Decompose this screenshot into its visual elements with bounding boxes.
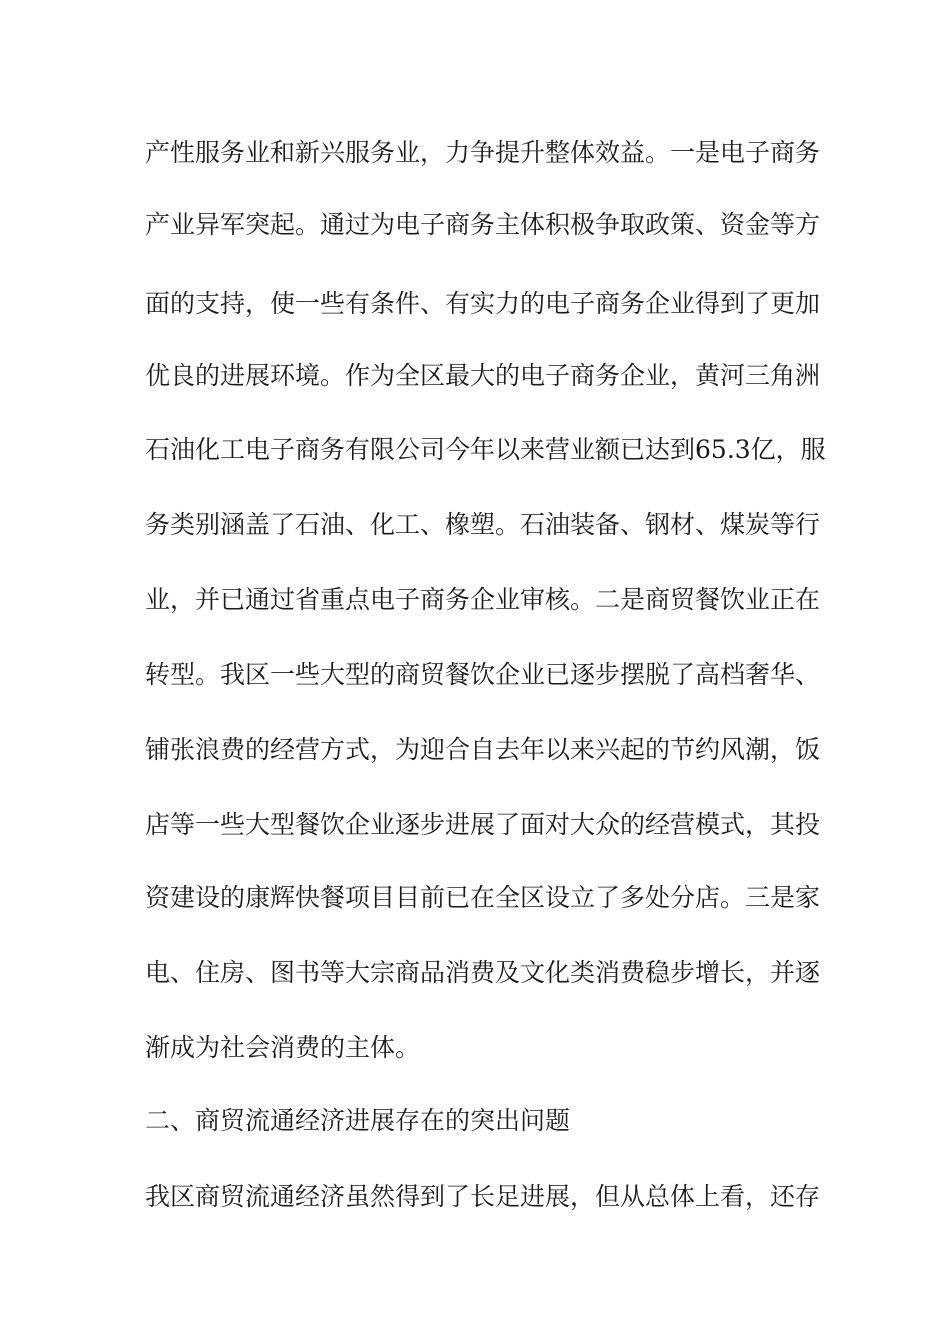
paragraph-line: 转型。我区一些大型的商贸餐饮企业已逐步摆脱了高档奢华、 <box>145 660 821 689</box>
paragraph-line: 石油化工电子商务有限公司今年以来营业额已达到65.3亿，服 <box>145 435 826 464</box>
paragraph-line: 我区商贸流通经济虽然得到了长足进展，但从总体上看，还存 <box>145 1182 821 1211</box>
paragraph-line: 店等一些大型餐饮企业逐步进展了面对大众的经营模式，其投 <box>145 810 821 839</box>
paragraph-line: 业，并已通过省重点电子商务企业审核。二是商贸餐饮业正在 <box>145 585 821 614</box>
paragraph-line: 产业异军突起。通过为电子商务主体积极争取政策、资金等方 <box>145 210 821 239</box>
paragraph-last-line: 渐成为社会消费的主体。 <box>145 1033 421 1062</box>
paragraph-line: 优良的进展环境。作为全区最大的电子商务企业，黄河三角洲 <box>145 361 821 390</box>
section-heading: 二、商贸流通经济进展存在的突出问题 <box>145 1106 571 1135</box>
paragraph-line: 电、住房、图书等大宗商品消费及文化类消费稳步增长，并逐 <box>145 958 821 987</box>
paragraph-line: 铺张浪费的经营方式，为迎合自去年以来兴起的节约风潮，饭 <box>145 735 821 764</box>
paragraph-line: 资建设的康辉快餐项目目前已在全区设立了多处分店。三是家 <box>145 883 821 912</box>
paragraph-line: 面的支持，使一些有条件、有实力的电子商务企业得到了更加 <box>145 289 821 318</box>
paragraph-line: 务类别涵盖了石油、化工、橡塑。石油装备、钢材、煤炭等行 <box>145 510 821 539</box>
paragraph-line: 产性服务业和新兴服务业，力争提升整体效益。一是电子商务 <box>145 138 821 167</box>
